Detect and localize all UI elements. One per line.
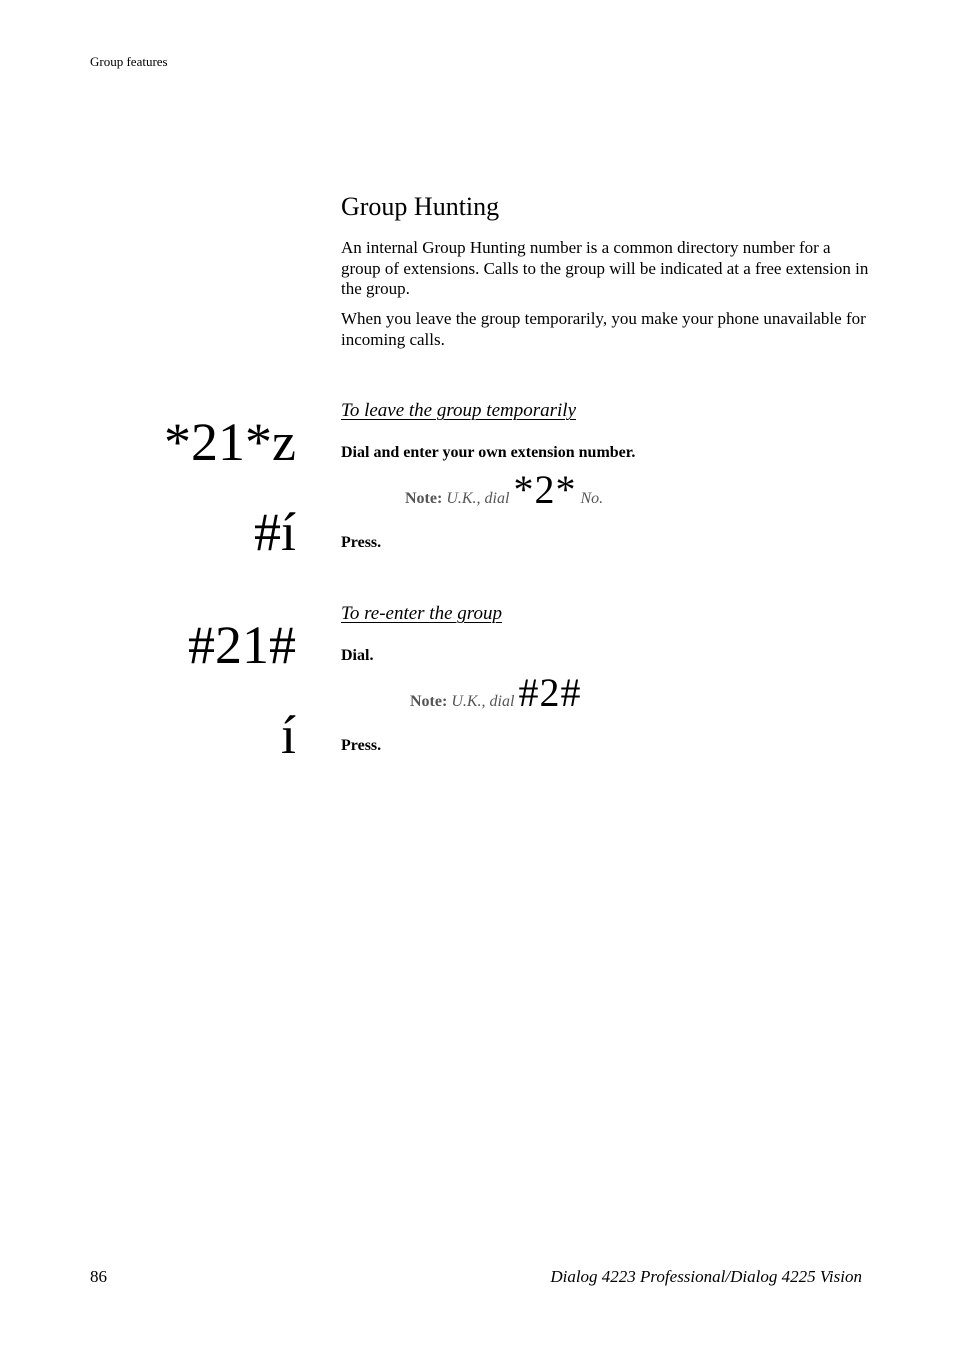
- note-suffix: No.: [580, 490, 604, 507]
- leave-group-heading: To leave the group temporarily: [341, 400, 577, 421]
- leave-uk-note: [405, 466, 603, 513]
- note-text: U.K., dial: [451, 693, 515, 710]
- reenter-press-keys: í: [280, 705, 296, 765]
- reenter-dial-instruction: Dial.: [341, 647, 374, 664]
- running-footer: Dialog 4223 Professional/Dialog 4225 Vision: [550, 1267, 862, 1286]
- note-label: Note:: [410, 693, 448, 710]
- note-key-sequence: #2#: [518, 670, 582, 715]
- leave-press-instruction: Press.: [341, 534, 382, 551]
- leave-key-sequence: *21*z: [164, 412, 296, 472]
- reenter-key-sequence: #21#: [188, 615, 296, 675]
- intro-paragraph: An internal Group Hunting number is a common directory number for a group of extensions. Calls to the group will be indicated at a free extension in the group.: [341, 238, 869, 298]
- reenter-press-instruction: Press.: [341, 737, 382, 754]
- note-label: Note:: [405, 490, 443, 507]
- running-header: Group features: [90, 54, 168, 69]
- leave-explanation-paragraph: When you leave the group temporarily, you make your phone unavailable for incoming calls.: [341, 309, 866, 349]
- note-key-sequence: *2*: [513, 467, 577, 512]
- reenter-uk-note: [410, 669, 581, 716]
- leave-press-keys: #í: [253, 502, 296, 562]
- reenter-group-heading: To re-enter the group: [341, 603, 502, 624]
- section-title: Group Hunting: [341, 192, 500, 221]
- page-number: 86: [90, 1267, 107, 1286]
- leave-dial-instruction: Dial and enter your own extension number.: [341, 444, 636, 461]
- note-text: U.K., dial: [446, 490, 510, 507]
